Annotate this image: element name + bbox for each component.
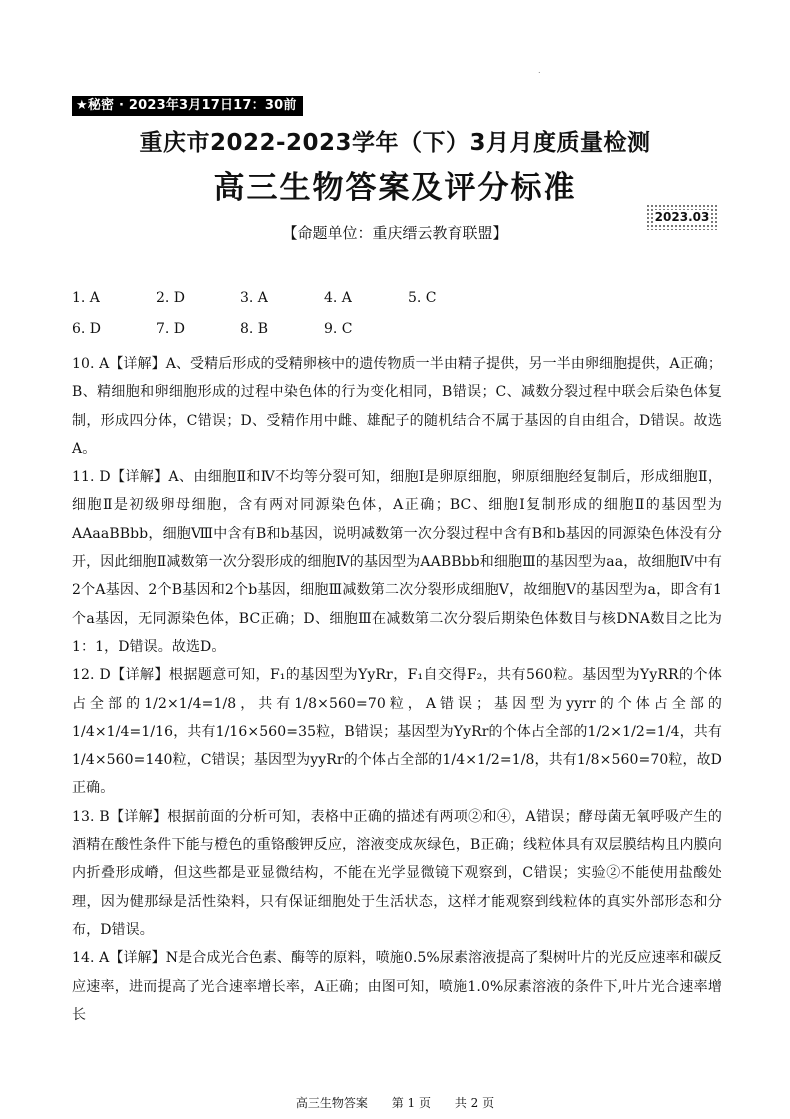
date-badge-text: 2023.03	[654, 210, 710, 224]
explanations	[72, 350, 722, 1029]
explanation-paragraph: 14. A【详解】N是合成光合色素、酶等的原料，喷施0.5%尿素溶液提高了梨树叶片的光反应速率和碳反应速率，进而提高了光合速率增长率，A正确；由图可知，喷施1.0%尿素溶液的条件下,叶片光合速率增长	[72, 950, 722, 1023]
explanation-paragraph: 13. B【详解】根据前面的分析可知，表格中正确的描述有两项②和④，A错误；酵母菌无氧呼吸产生的酒精在酸性条件下能与橙色的重铬酸钾反应，溶液变成灰绿色，B正确；线粒体具有双层膜结构且内膜向内折叠形成嵴，但这些都是亚显微结构，不能在光学显微镜下观察到，C错误；实验②不能使用盐酸处理，因为健那绿是活性染料，只有保证细胞处于生活状态，这样才能观察到线粒体的真实外部形态和分布，D错误。	[72, 808, 722, 938]
explanation-paragraph: 10. A【详解】A、受精后形成的受精卵核中的遗传物质一半由精子提供，另一半由卵细胞提供，A正确；B、精细胞和卵细胞形成的过程中染色体的行为变化相同，B错误；C、减数分裂过程中联会后染色体复制，形成四分体，C错误；D、受精作用中雌、雄配子的随机结合不属于基因的自由组合，D错误。故选A。	[72, 356, 722, 457]
stray-dot: .	[538, 66, 541, 75]
explanation-paragraph: 12. D【详解】根据题意可知，F₁的基因型为YyRr，F₁自交得F₂，共有560粒。基因型为YyRR的个体占全部的1/2×1/4=1/8，共有1/8×560=70粒，A错误；基因型为yyrr的个体占全部的1/4×1/4=1/16，共有1/16×560=35粒，B错误；基因型为YyRr的个体占全部的1/2×1/2=1/4，共有1/4×560=140粒，C错误；基因型为yyRr的个体占全部的1/4×1/2=1/8，共有1/8×560=70粒，故D正确。	[72, 667, 723, 797]
answer-item: 3. A	[240, 290, 268, 306]
answer-item: 7. D	[156, 321, 186, 337]
answer-item: 4. A	[324, 290, 352, 306]
choice-answers-row-2	[72, 321, 408, 337]
footer-page-total: 共 2 页	[454, 1096, 495, 1110]
issuing-unit: 【命题单位：重庆缙云教育联盟】	[282, 224, 508, 242]
choice-answers-row-1	[72, 290, 492, 306]
explanation-paragraph: 11. D【详解】A、由细胞Ⅱ和Ⅳ不均等分裂可知，细胞Ⅰ是卵原细胞，卵原细胞经复制后，形成细胞Ⅱ，细胞Ⅱ是初级卵母细胞，含有两对同源染色体，A正确；BC、细胞Ⅰ复制形成的细胞Ⅱ的基因型为AAaaBBbb，细胞Ⅷ中含有B和b基因，说明减数第一次分裂过程中含有B和b基因的同源染色体没有分开，因此细胞Ⅱ减数第一次分裂形成的细胞Ⅳ的基因型为AABBbb和细胞Ⅲ的基因型为aa，故细胞Ⅳ中有2个A基因、2个B基因和2个b基因，细胞Ⅲ减数第二次分裂形成细胞Ⅴ，故细胞Ⅴ的基因型为a，即含有1个a基因，无同源染色体，BC正确；D、细胞Ⅲ在减数第二次分裂后期染色体数目与核DNA数目之比为1：1，D错误。故选D。	[72, 469, 722, 655]
secret-stamp: ★秘密 · 2023年3月17日17：30前	[72, 96, 303, 116]
answer-item: 9. C	[324, 321, 353, 337]
footer-doc-name: 高三生物答案	[295, 1096, 368, 1110]
page-title: 重庆市2022-2023学年（下）3月月度质量检测	[139, 130, 651, 156]
page-footer	[0, 1094, 790, 1111]
footer-page-number: 第 1 页	[391, 1096, 431, 1110]
answer-item: 8. B	[240, 321, 269, 337]
page-subtitle: 高三生物答案及评分标准	[213, 170, 577, 206]
answer-item: 5. C	[408, 290, 437, 306]
answer-item: 1. A	[72, 290, 100, 306]
answer-item: 6. D	[72, 321, 102, 337]
answer-item: 2. D	[156, 290, 186, 306]
